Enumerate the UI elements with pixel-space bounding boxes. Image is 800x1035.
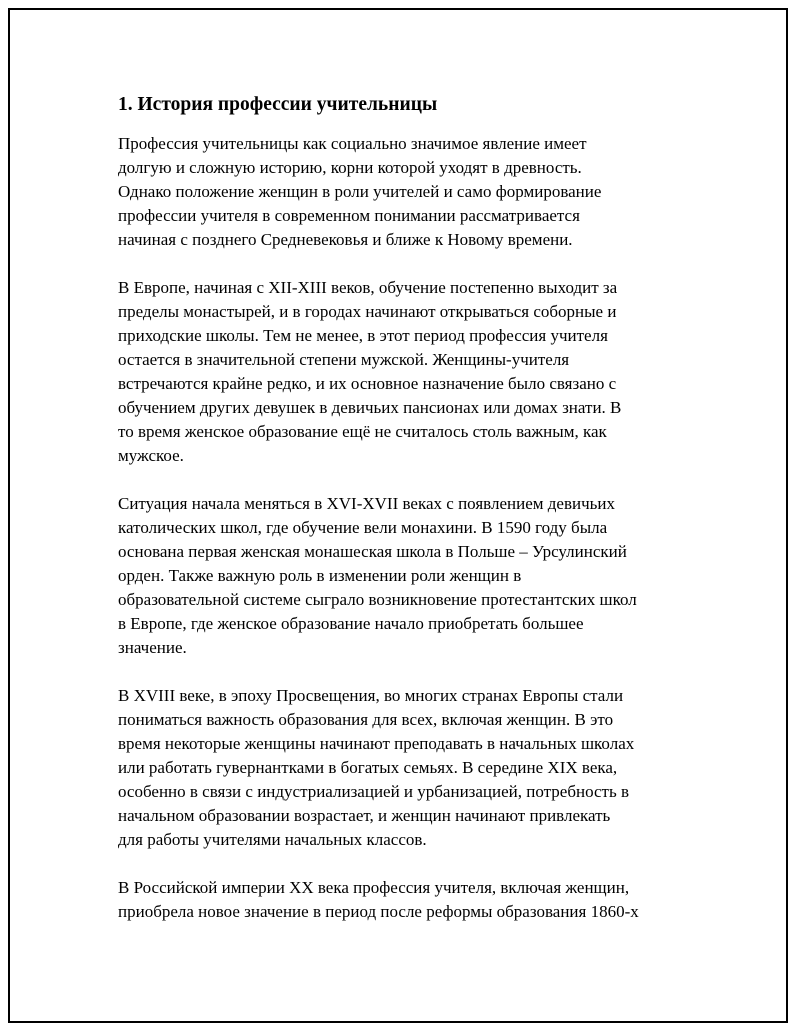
paragraph-line: орден. Также важную роль в изменении роли женщин в: [118, 566, 522, 585]
paragraph-line: обучением других девушек в девичьих пансионах или домах знати. В: [118, 398, 622, 417]
paragraph-line: мужское.: [118, 446, 184, 465]
paragraph-line: в Европе, где женское образование начало приобретать большее: [118, 614, 584, 633]
paragraph-line: начиная с позднего Средневековья и ближе к Новому времени.: [118, 230, 573, 249]
paragraph-line: приобрела новое значение в период после реформы образования 1860-х: [118, 902, 639, 921]
paragraph-line: Ситуация начала меняться в XVI-XVII веках с появлением девичьих: [118, 494, 615, 513]
paragraph-line: для работы учителями начальных классов.: [118, 830, 427, 849]
paragraph-line: основана первая женская монашеская школа в Польше – Урсулинский: [118, 542, 627, 561]
paragraph-line: приходские школы. Тем не менее, в этот период профессия учителя: [118, 326, 608, 345]
paragraph-line: Профессия учительницы как социально значимое явление имеет: [118, 134, 587, 153]
paragraph-line: пониматься важность образования для всех, включая женщин. В это: [118, 710, 614, 729]
paragraph-line: образовательной системе сыграло возникновение протестантских школ: [118, 590, 637, 609]
paragraph-2: [118, 276, 698, 468]
paragraph-line: или работать гувернантками в богатых семьях. В середине XIX века,: [118, 758, 618, 777]
paragraph-line: то время женское образование ещё не считалось столь важным, как: [118, 422, 607, 441]
paragraph-line: католических школ, где обучение вели монахини. В 1590 году была: [118, 518, 608, 537]
paragraph-line: В Российской империи XX века профессия учителя, включая женщин,: [118, 878, 630, 897]
paragraph-line: В XVIII веке, в эпоху Просвещения, во многих странах Европы стали: [118, 686, 624, 705]
paragraph-line: встречаются крайне редко, и их основное назначение было связано с: [118, 374, 617, 393]
paragraph-line: значение.: [118, 638, 187, 657]
paragraph-4: [118, 684, 698, 852]
paragraph-line: пределы монастырей, и в городах начинают открываться соборные и: [118, 302, 617, 321]
paragraph-line: время некоторые женщины начинают преподавать в начальных школах: [118, 734, 635, 753]
section-heading: 1. История профессии учительницы: [118, 94, 438, 115]
paragraph-line: Однако положение женщин в роли учителей и само формирование: [118, 182, 602, 201]
document-body: [118, 92, 698, 948]
paragraph-line: профессии учителя в современном понимании рассматривается: [118, 206, 580, 225]
paragraph-line: долгую и сложную историю, корни которой уходят в древность.: [118, 158, 582, 177]
paragraph-line: начальном образовании возрастает, и женщин начинают привлекать: [118, 806, 611, 825]
paragraph-1: [118, 132, 698, 252]
paragraph-line: особенно в связи с индустриализацией и урбанизацией, потребность в: [118, 782, 630, 801]
paragraph-line: В Европе, начиная с XII-XIII веков, обучение постепенно выходит за: [118, 278, 618, 297]
paragraph-5: [118, 876, 698, 924]
paragraph-line: остается в значительной степени мужской. Женщины-учителя: [118, 350, 570, 369]
paragraph-3: [118, 492, 698, 660]
